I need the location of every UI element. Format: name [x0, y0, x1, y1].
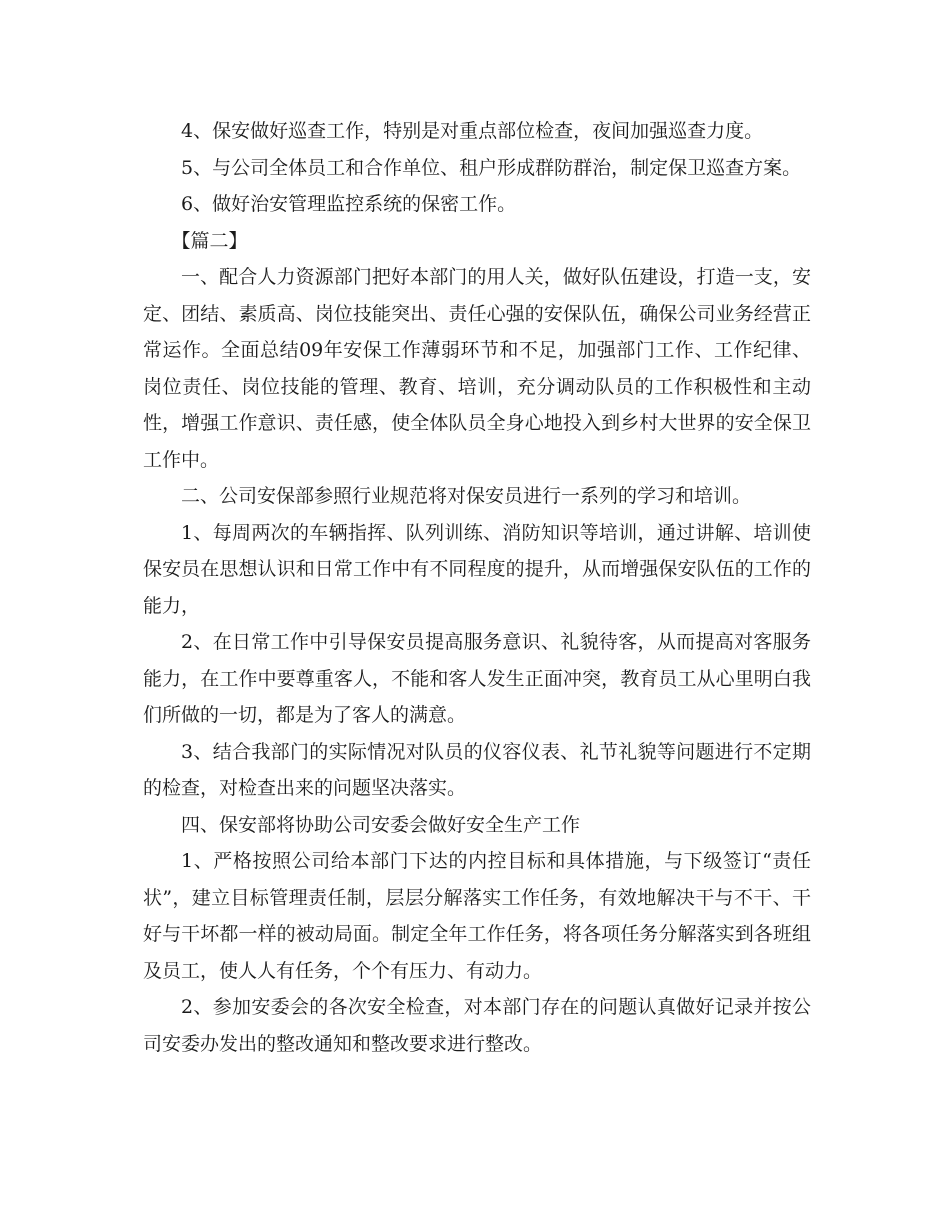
paragraph-item-6: 6、做好治安管理监控系统的保密工作。: [181, 193, 517, 215]
document-body: [143, 113, 811, 1062]
paragraph-section-1: 一、配合人力资源部门把好本部门的用人关，做好队伍建设，打造一支，安定、团结、素质高、岗位技能突出、责任心强的安保队伍，确保公司业务经营正常运作。全面总结09年安保工作薄弱环节和不足，加强部门工作、工作纪律、岗位责任、岗位技能的管理、教育、培训，充分调动队员的工作积极性和主动性，增强工作意识、责任感，使全体队员全身心地投入到乡村大世界的安全保卫工作中。: [143, 266, 811, 471]
paragraph-section-2: 二、公司安保部参照行业规范将对保安员进行一系列的学习和培训。: [181, 485, 752, 507]
paragraph-item-5: 5、与公司全体员工和合作单位、租户形成群防群治，制定保卫巡查方案。: [181, 156, 802, 179]
paragraph-section-4-item-1: 1、严格按照公司给本部门下达的内控目标和具体措施，与下级签订“责任状”，建立目标管理责任制，层层分解落实工作任务，有效地解决干与不干、干好与干坏都一样的被动局面。制定全年工作任务，将各项任务分解落实到各班组及员工，使人人有任务，个个有压力、有动力。: [143, 850, 811, 982]
paragraph-section-4: 四、保安部将协助公司安委会做好安全生产工作: [181, 813, 581, 836]
section-heading: 【篇二】: [171, 229, 248, 252]
paragraph-section-2-item-2: 2、在日常工作中引导保安员提高服务意识、礼貌待客，从而提高对客服务能力，在工作中要尊重客人，不能和客人发生正面冲突，教育员工从心里明白我们所做的一切，都是为了客人的满意。: [143, 631, 811, 726]
paragraph-section-4-item-2: 2、参加安委会的各次安全检查，对本部门存在的问题认真做好记录并按公司安委办发出的整改通知和整改要求进行整改。: [143, 996, 811, 1055]
paragraph-section-2-item-1: 1、每周两次的车辆指挥、队列训练、消防知识等培训，通过讲解、培训使保安员在思想认识和日常工作中有不同程度的提升，从而增强保安队伍的工作的能力，: [143, 521, 811, 617]
paragraph-item-4: 4、保安做好巡查工作，特别是对重点部位检查，夜间加强巡查力度。: [181, 120, 764, 142]
paragraph-section-2-item-3: 3、结合我部门的实际情况对队员的仪容仪表、礼节礼貌等问题进行不定期的检查，对检查出来的问题坚决落实。: [143, 740, 811, 799]
